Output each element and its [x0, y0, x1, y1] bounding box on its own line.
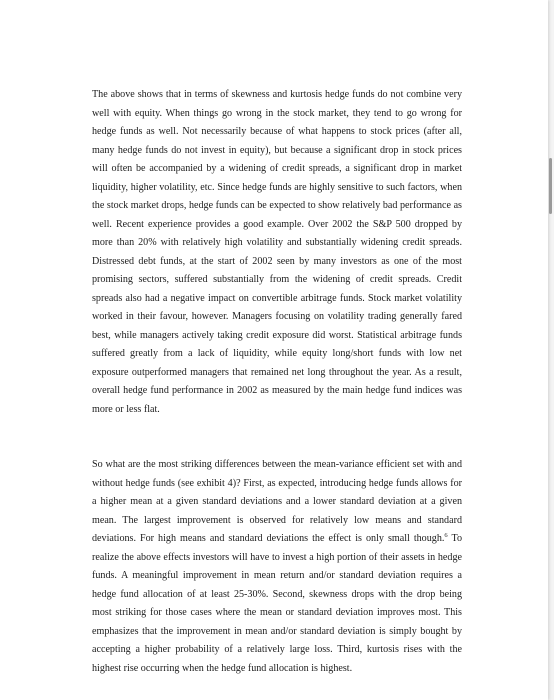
- paragraph: The above shows that in terms of skewness and kurtosis hedge funds do not combine very well with equity. When things go wrong in the stock market, they tend to go wrong for hedge funds as well. Not necessarily because of what happens to stock prices (after all, many hedge funds do not invest in equity), but because a significant drop in stock prices will often be accompanied by a widening of credit spreads, a significant drop in market liquidity, higher volatility, etc. Since hedge funds are highly sensitive to such factors, when the stock market drops, hedge funds can be expected to show relatively bad performance as well. Recent experience provides a good example. Over 2002 the S&P 500 dropped by more than 20% with relatively high volatility and substantially widening credit spreads. Distressed debt funds, at the start of 2002 seen by many investors as one of the most promising sectors, suffered substantially from the widening of credit spreads. Credit spreads also had a negative impact on convertible arbitrage funds. Stock market volatility worked in their favour, however. Managers focusing on volatility trading generally fared best, while managers actively taking credit exposure did worst. Statistical arbitrage funds suffered greatly from a lack of liquidity, while equity long/short funds with low net exposure outperformed managers that remained net long throughout the year. As a result, overall hedge fund performance in 2002 as measured by the main hedge fund indices was more or less flat.: [92, 89, 462, 415]
- scrollbar-thumb[interactable]: [549, 158, 552, 214]
- paragraph-text: To realize the above effects investors will have to invest a high portion of their assets in hedge funds. A meaningful improvement in mean return and/or standard deviation requires a hedge fund allocation of at least 25-30%. Second, skewness drops with the drop being most striking for those cases where the mean or standard deviation improves most. This emphasizes that the improvement in mean and/or standard deviation is simply bought by accepting a higher probability of a relatively large loss. Third, kurtosis rises with the highest rise occurring when the hedge fund allocation is highest.: [92, 533, 462, 674]
- document-body: [92, 86, 462, 678]
- paragraph-text: So what are the most striking differences between the mean-variance efficient set with and without hedge funds (see exhibit 4)? First, as expected, introducing hedge funds allows for a higher mean at a given standard deviations and a lower standard deviation at a given mean. The largest improvement is observed for relatively low means and standard deviations. For high means and standard deviations the effect is only small though.: [92, 459, 462, 544]
- footnote-marker[interactable]: 6: [444, 532, 448, 539]
- paragraph: [92, 456, 462, 678]
